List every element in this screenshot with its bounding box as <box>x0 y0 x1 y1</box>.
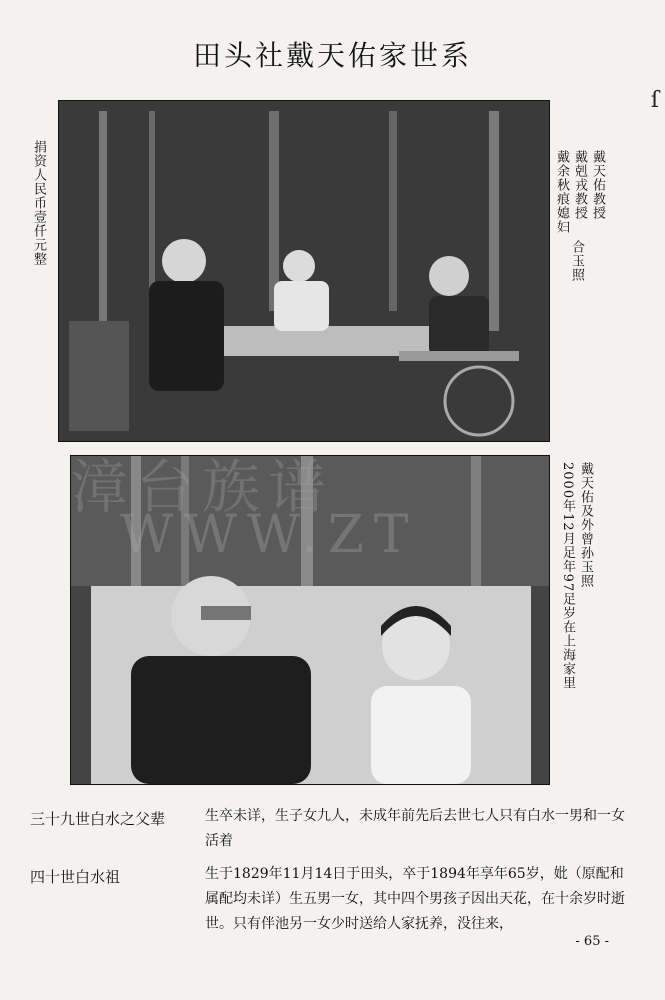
photo2-caption-1: 戴天佑及外曾孙玉照 <box>578 462 593 588</box>
photo-group-dinner-image <box>59 101 549 441</box>
photo1-right-caption-2: 戴剋戎教授 <box>572 150 587 220</box>
page-number: - 65 - <box>575 934 609 949</box>
entry-text-gen39: 生卒未详，生子女九人，未成年前先后去世七人只有白水一男和一女活着 <box>205 808 625 849</box>
photo1-right-caption-3: 戴余秋痕媳妇 <box>554 150 569 234</box>
entry-label-gen39: 三十九世白水之父辈 <box>30 810 166 828</box>
watermark-url: WWW.ZT <box>120 505 419 565</box>
watermark-text: 漳台族谱 <box>70 453 335 521</box>
stray-mark: ſ <box>650 88 659 113</box>
photo2-caption-2: 2000年12月足年97足岁在上海家里 <box>560 462 575 691</box>
photo1-right-caption-suffix: 合玉照 <box>569 240 584 282</box>
page-title: 田头社戴天佑家世系 <box>192 39 472 72</box>
photo1-right-caption-1: 戴天佑教授 <box>590 150 605 220</box>
entry-text-gen40: 生于1829年11月14日于田头，卒于1894年享年65岁，妣（原配和属配均未详）生五男一女，其中四个男孩子因出天花，在十余岁时逝世。只有伴池另一女少时送给人家抚养，没往来， <box>205 866 625 932</box>
photo-grandfather-grandchild-image <box>71 456 549 784</box>
entry-label-gen40: 四十世白水祖 <box>30 868 121 886</box>
photo-group-dinner <box>58 100 550 442</box>
photo-grandfather-grandchild <box>70 455 550 785</box>
photo1-left-caption: 捐资人民币壹仟元整 <box>31 140 46 266</box>
